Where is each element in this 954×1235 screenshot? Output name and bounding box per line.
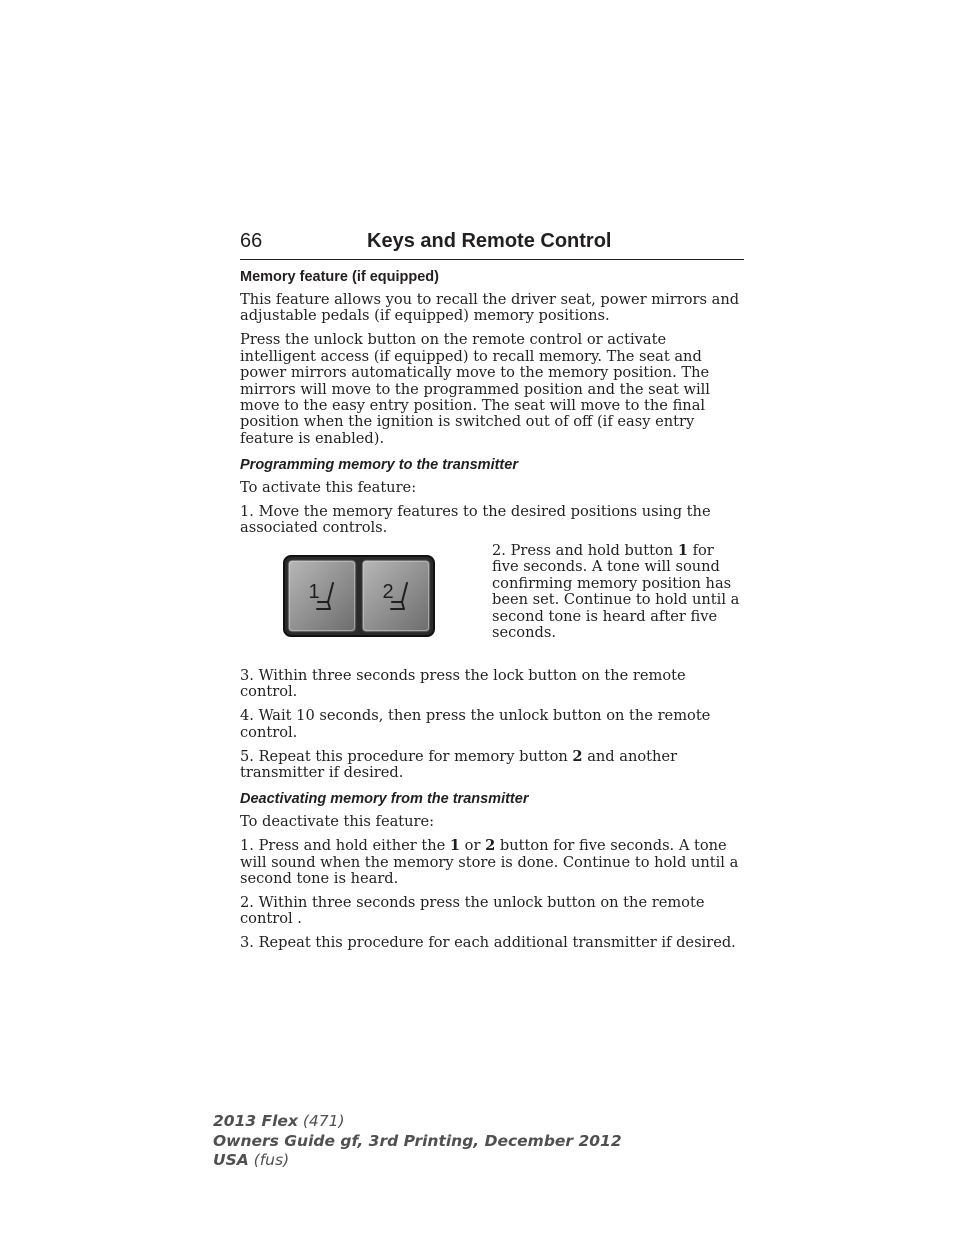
programming-heading: Programming memory to the transmitter — [240, 457, 518, 474]
memory-button-2 — [362, 560, 430, 632]
footer-line-1: 2013 Flex (471) — [213, 1112, 345, 1130]
memory-button-1 — [288, 560, 356, 632]
deactivating-heading: Deactivating memory from the transmitter — [240, 791, 529, 808]
memory-buttons-block — [240, 543, 744, 668]
memory-paragraph-1: This feature allows you to recall the driver seat, power mirrors and adjustable pedals (if equipped) memory positions. — [240, 291, 740, 325]
chapter-title: Keys and Remote Control — [367, 230, 612, 252]
programming-step-5: 5. Repeat this procedure for memory button 2 and another transmitter if desired. — [240, 747, 678, 781]
memory-feature-heading: Memory feature (if equipped) — [240, 269, 439, 285]
footer-line-2: Owners Guide gf, 3rd Printing, December 2012 — [213, 1131, 622, 1150]
page-footer — [213, 1112, 622, 1171]
memory-button-1-label: 1 — [308, 580, 320, 603]
deactivating-step-3: 3. Repeat this procedure for each additional transmitter if desired. — [240, 934, 736, 952]
page-content — [240, 268, 744, 952]
memory-paragraph-2: Press the unlock button on the remote control or activate intelligent access (if equipped) to recall memory. The seat and power mirrors automatically move to the memory position. The mirrors will move to the programmed position and the seat will move to the easy entry position. The seat will move to the final position when the ignition is switched out of off (if easy entry feature is enabled). — [240, 331, 710, 447]
deactivating-step-1: 1. Press and hold either the 1 or 2 button for five seconds. A tone will sound when the memory store is done. Continue to hold until a second tone is heard. — [240, 837, 739, 888]
programming-step-2: 2. Press and hold button 1 for five seconds. A tone will sound confirming memory position has been set. Continue to hold until a second tone is heard after five seconds. — [492, 541, 740, 641]
programming-intro: To activate this feature: — [240, 479, 417, 497]
page-header — [240, 229, 744, 260]
deactivating-step-2: 2. Within three seconds press the unlock button on the remote control . — [240, 893, 705, 928]
memory-buttons-figure — [283, 555, 435, 637]
programming-step-4: 4. Wait 10 seconds, then press the unlock button on the remote control. — [240, 707, 711, 741]
footer-line-3: USA (fus) — [213, 1151, 290, 1169]
deactivating-intro: To deactivate this feature: — [240, 813, 435, 831]
programming-step-1: 1. Move the memory features to the desired positions using the associated controls. — [240, 503, 711, 537]
memory-button-2-label: 2 — [382, 580, 394, 603]
programming-step-3: 3. Within three seconds press the lock button on the remote control. — [240, 666, 686, 701]
page-number: 66 — [240, 230, 263, 252]
